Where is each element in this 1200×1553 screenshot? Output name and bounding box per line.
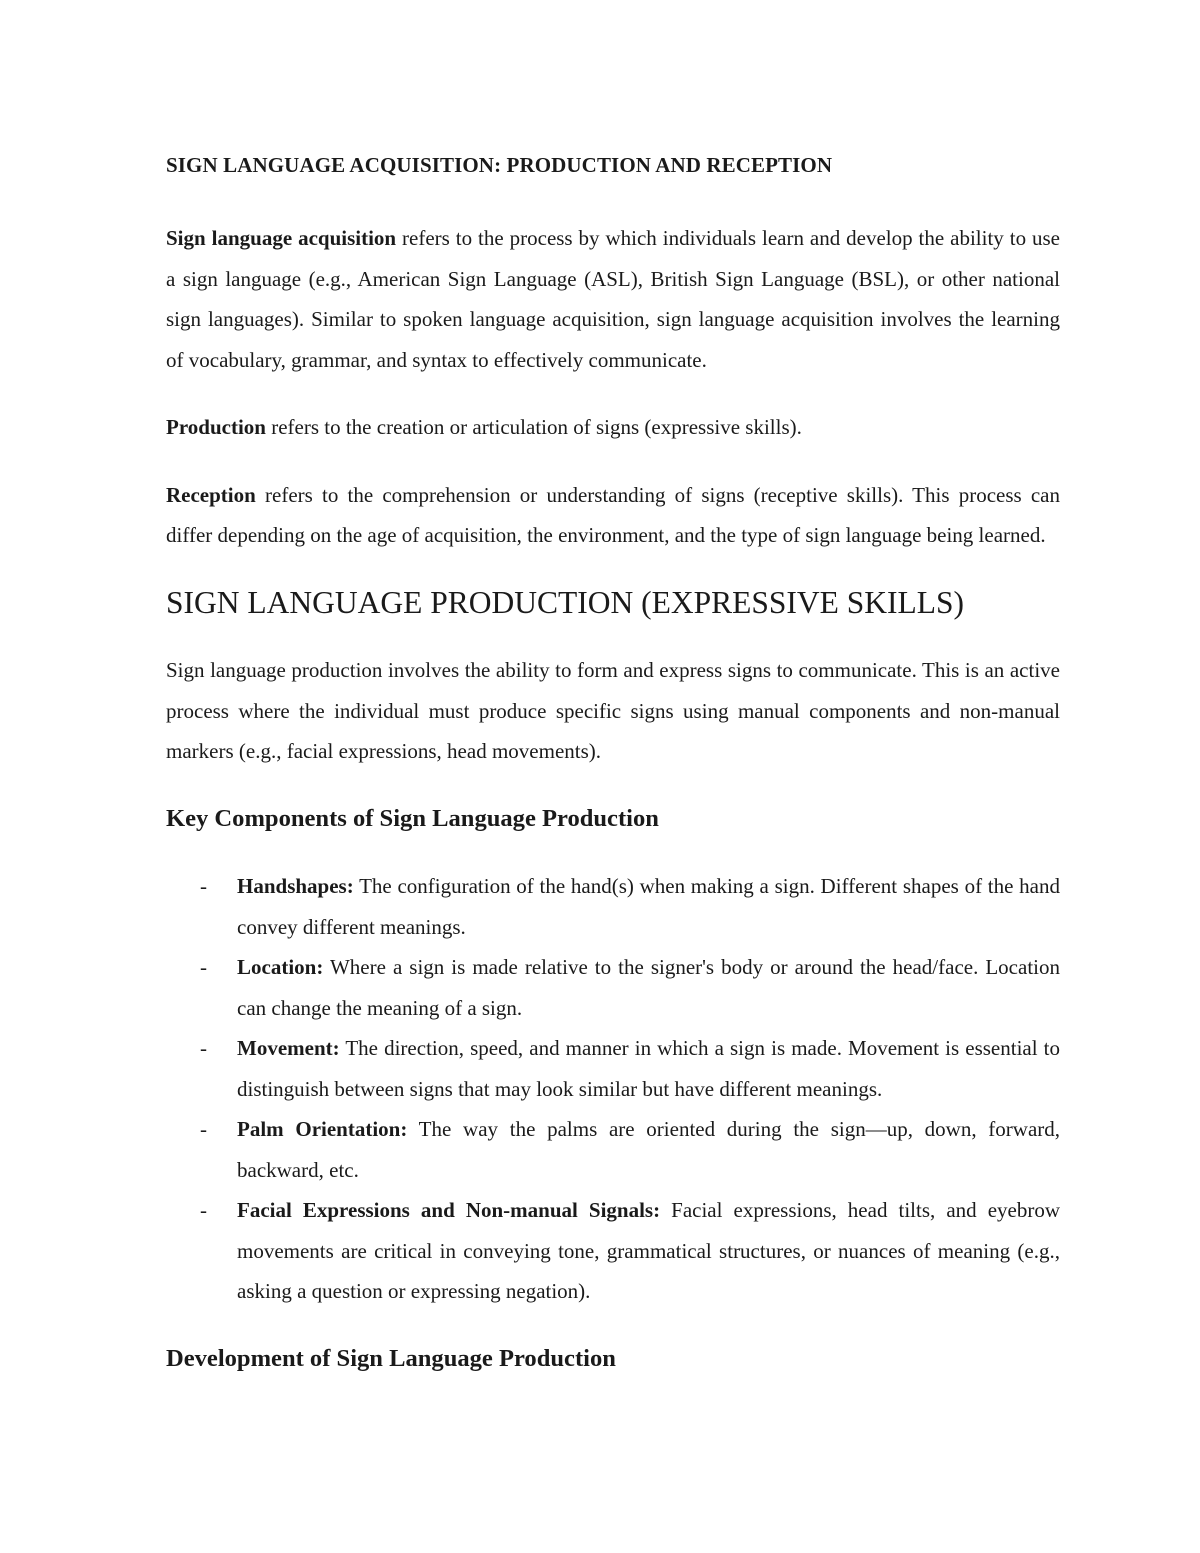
component-text: Where a sign is made relative to the signer's body or around the head/face. Location can change the meaning of a sign. <box>237 955 1060 1020</box>
reception-definition <box>166 475 1060 556</box>
component-text: The way the palms are oriented during the sign—up, down, forward, backward, etc. <box>237 1117 1061 1182</box>
production-term: Production <box>166 415 266 439</box>
bullet-dash: - <box>200 955 207 979</box>
component-term: Location: <box>237 955 324 979</box>
intro-text: refers to the process by which individuals learn and develop the ability to use a sign language (e.g., American Sign Language (ASL), British Sign Language (BSL), or other national sign languages). Similar to spoken language acquisition, sign language acquisition involves the learning of vocabulary, grammar, and syntax to effectively communicate. <box>166 226 1061 372</box>
list-item <box>166 1190 1060 1312</box>
document-title: SIGN LANGUAGE ACQUISITION: PRODUCTION AND RECEPTION <box>166 153 833 177</box>
bullet-dash: - <box>200 1117 207 1141</box>
component-term: Handshapes: <box>237 874 354 898</box>
production-definition <box>166 407 1060 448</box>
bullet-dash: - <box>200 874 207 898</box>
list-item <box>166 947 1060 1028</box>
document-page <box>166 150 1060 1379</box>
component-text: The direction, speed, and manner in which a sign is made. Movement is essential to distinguish between signs that may look similar but have different meanings. <box>237 1036 1060 1101</box>
intro-term: Sign language acquisition <box>166 226 397 250</box>
list-item <box>166 1109 1060 1190</box>
component-term: Palm Orientation: <box>237 1117 408 1141</box>
list-item <box>166 1028 1060 1109</box>
bullet-dash: - <box>200 1036 207 1060</box>
reception-definition-text: refers to the comprehension or understanding of signs (receptive skills). This process can differ depending on the age of acquisition, the environment, and the type of sign language being learned. <box>166 482 1060 547</box>
production-section-heading: SIGN LANGUAGE PRODUCTION (EXPRESSIVE SKILLS) <box>166 584 965 620</box>
component-text: Facial expressions, head tilts, and eyebrow movements are critical in conveying tone, grammatical structures, or nuances of meaning (e.g., asking a question or expressing negation). <box>237 1198 1060 1303</box>
key-components-list <box>166 866 1060 1312</box>
key-components-heading: Key Components of Sign Language Production <box>166 804 659 832</box>
component-term: Facial Expressions and Non-manual Signals: <box>237 1198 661 1222</box>
component-text: The configuration of the hand(s) when making a sign. Different shapes of the hand convey different meanings. <box>237 874 1060 939</box>
component-term: Movement: <box>237 1036 340 1060</box>
intro-paragraph <box>166 218 1060 380</box>
list-item <box>166 866 1060 947</box>
production-section-paragraph: Sign language production involves the ability to form and express signs to communicate. This is an active process where the individual must produce specific signs using manual components and non-manual markers (e.g., facial expressions, head movements). <box>166 658 1060 763</box>
production-definition-text: refers to the creation or articulation of signs (expressive skills). <box>265 415 802 439</box>
bullet-dash: - <box>200 1198 207 1222</box>
reception-term: Reception <box>166 482 256 507</box>
development-heading: Development of Sign Language Production <box>166 1344 616 1372</box>
